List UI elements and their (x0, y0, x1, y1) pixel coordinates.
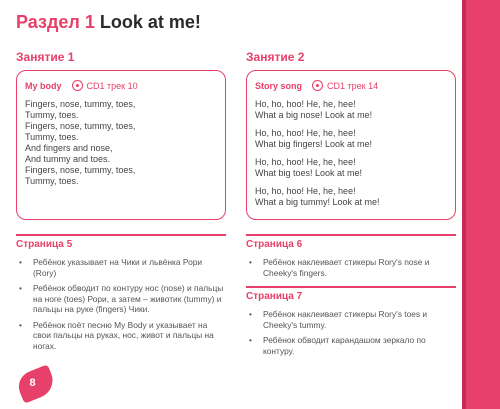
cd-icon (72, 80, 83, 91)
section-title: Страница 5 (16, 239, 73, 250)
track-label: CD1 трек 10 (86, 80, 138, 91)
song-card-header (25, 80, 138, 91)
lyric-line: And fingers and nose, (25, 143, 113, 153)
section-divider (16, 234, 226, 236)
unit-number: Раздел 1 (16, 12, 95, 32)
song-title: Story song (255, 80, 303, 91)
instruction-item: • Ребёнок обводит карандашом зеркало по контуру. (246, 335, 456, 356)
unit-title: Look at me! (99, 12, 201, 32)
instruction-item: • Ребёнок поёт песню My Body и указывает на свои пальцы на руках, нос, живот и пальцы на ногах. (16, 320, 226, 352)
instruction-list (246, 309, 456, 356)
instruction-list (246, 257, 456, 278)
lyric-line: Tummy, toes. (25, 110, 79, 120)
instruction-item: • Ребёнок обводит по контуру нос (nose) и пальцы на ноге (toes) Рори, а затем – животик (tummy) и пальцы на руке (fingers) Чики. (16, 283, 226, 315)
lyric-line: What a big nose! Look at me! (255, 110, 373, 120)
lyric-line: And tummy and toes. (25, 154, 111, 164)
lyric-line: Fingers, nose, tummy, toes, (25, 165, 136, 175)
song-card-header (255, 80, 378, 91)
lesson-1-title: Занятие 1 (16, 50, 75, 64)
lyric-line: Ho, ho, hoo! He, he, hee! (255, 157, 356, 167)
song-lyrics (25, 99, 135, 187)
song-card-my-body (16, 70, 226, 220)
instruction-item: • Ребёнок наклеивает стикеры Rory's toes и Cheeky's tummy. (246, 309, 456, 330)
song-title: My body (25, 80, 62, 91)
page-number: 8 (29, 377, 36, 390)
lyric-line: Tummy, toes. (25, 132, 79, 142)
section-title: Страница 6 (246, 239, 303, 250)
page-6-section (246, 234, 456, 283)
lyric-line: Ho, ho, hoo! He, he, hee! (255, 186, 356, 196)
strip-shadow (462, 0, 466, 409)
section-divider (246, 234, 456, 236)
page-number-badge (14, 364, 58, 403)
lyric-line: What big fingers! Look at me! (255, 139, 373, 149)
instruction-item: • Ребёнок указывает на Чики и львёнка Рори (Rory) (16, 257, 226, 278)
lyric-line: Tummy, toes. (25, 176, 79, 186)
lyric-line: Fingers, nose, tummy, toes, (25, 99, 136, 109)
stanza (255, 157, 380, 179)
cd-icon (312, 80, 323, 91)
lyric-line: What big toes! Look at me! (255, 168, 363, 178)
page-7-section (246, 286, 456, 361)
instruction-list (16, 257, 226, 351)
page-5-section (16, 234, 226, 356)
track-label: CD1 трек 14 (327, 80, 379, 91)
lyric-line: Fingers, nose, tummy, toes, (25, 121, 136, 131)
stanza (255, 99, 380, 121)
section-divider (246, 286, 456, 288)
song-card-story-song (246, 70, 456, 220)
stanza (255, 186, 380, 208)
lyric-line: Ho, ho, hoo! He, he, hee! (255, 128, 356, 138)
lyric-line: What a big tummy! Look at me! (255, 197, 380, 207)
stanza (255, 128, 380, 150)
unit-heading (16, 12, 201, 33)
lyric-line: Ho, ho, hoo! He, he, hee! (255, 99, 356, 109)
section-title: Страница 7 (246, 291, 303, 302)
instruction-item: • Ребёнок наклеивает стикеры Rory's nose и Cheeky's fingers. (246, 257, 456, 278)
song-lyrics (255, 99, 380, 215)
decorative-side-strip (462, 0, 500, 409)
lesson-2-title: Занятие 2 (246, 50, 305, 64)
